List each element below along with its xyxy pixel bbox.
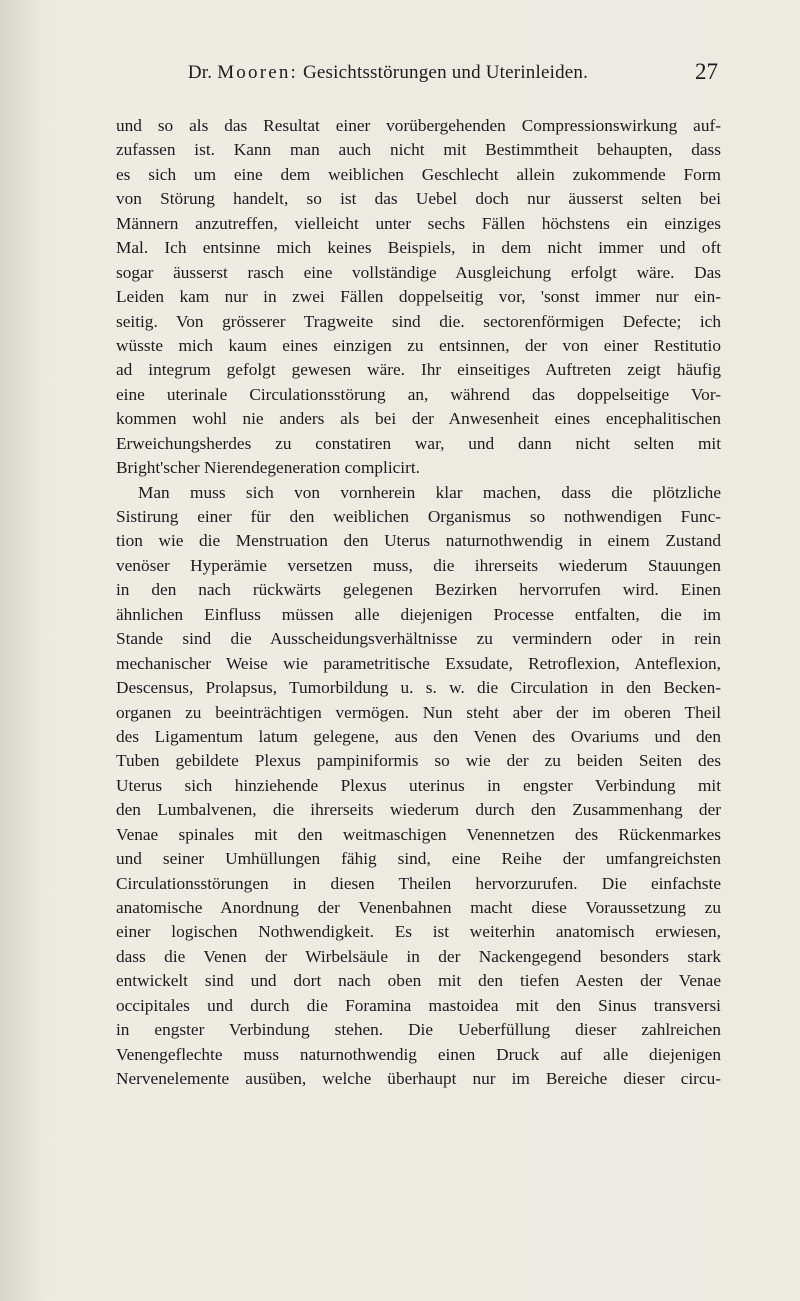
text-line: entwickelt sind und dort nach oben mit den tiefen Aesten der Venae [116, 971, 721, 991]
text-line: des Ligamentum latum gelegene, aus den Venen des Ovariums und den [116, 726, 721, 746]
text-line: Venae spinales mit den weitmaschigen Venennetzen des Rückenmarkes [116, 824, 721, 844]
text-line: und so als das Resultat einer vorübergehenden Compressionswirkung auf- [116, 116, 721, 135]
text-line: seitig. Von grösserer Tragweite sind die. sectorenförmigen Defecte; ich [116, 311, 721, 331]
text-line: kommen wohl nie anders als bei der Anwesenheit eines encephalitischen [116, 409, 721, 429]
text-line: Nervenelemente ausüben, welche überhaupt nur im Bereiche dieser circu- [116, 1069, 721, 1089]
text-line: anatomische Anordnung der Venenbahnen macht diese Voraussetzung zu [116, 898, 721, 917]
text-line: Sistirung einer für den weiblichen Organismus so nothwendigen Func- [116, 507, 721, 526]
text-line: Männern anzutreffen, vielleicht unter sechs Fällen höchstens ein einziges [116, 213, 721, 233]
text-line: organen zu beeinträchtigen vermögen. Nun steht aber der im oberen Theil [116, 702, 721, 722]
text-line: Stande sind die Ausscheidungsverhältnisse zu vermindern oder in rein [116, 629, 721, 649]
text-line: Uterus sich hinziehende Plexus uterinus in engster Verbindung mit [116, 775, 721, 795]
author-name: Mooren: [217, 62, 299, 83]
chapter-title: Gesichtsstörungen und Uterinleiden. [303, 62, 589, 83]
page-header [118, 59, 718, 92]
text-line: mechanischer Weise wie parametritische Exsudate, Retroflexion, Anteflexion, [116, 653, 721, 673]
text-line: wüsste mich kaum eines einzigen zu entsinnen, der von einer Restitutio [116, 335, 721, 355]
text-line: tion wie die Menstruation den Uterus naturnothwendig in einem Zustand [116, 531, 721, 551]
page-number: 27 [695, 59, 718, 84]
author-prefix: Dr. [187, 62, 213, 83]
text-line: von Störung handelt, so ist das Uebel doch nur äusserst selten bei [116, 189, 721, 209]
text-line: ähnlichen Einfluss müssen alle diejenigen Processe entfalten, die im [116, 604, 721, 624]
text-line: venöser Hyperämie versetzen muss, die ihrerseits wiederum Stauungen [116, 555, 721, 575]
text-line: eine uterinale Circulationsstörung an, während das doppelseitige Vor- [116, 384, 721, 404]
text-line: Erweichungsherdes zu constatiren war, und dann nicht selten mit [116, 433, 721, 453]
body-text [116, 114, 721, 1092]
text-line-paragraph-end: Bright'scher Nierendegeneration complicirt. [116, 458, 420, 478]
running-title [118, 62, 658, 84]
text-line: es sich um eine dem weiblichen Geschlecht allein zukommende Form [116, 164, 721, 184]
text-line: Descensus, Prolapsus, Tumorbildung u. s. w. die Circulation in den Becken- [116, 678, 721, 698]
text-line: in den nach rückwärts gelegenen Bezirken hervorrufen wird. Einen [116, 580, 721, 600]
text-line: Tuben gebildete Plexus pampiniformis so wie der zu beiden Seiten des [116, 751, 721, 771]
text-line: Venengeflechte muss naturnothwendig einen Druck auf alle diejenigen [116, 1044, 721, 1064]
text-line: zufassen ist. Kann man auch nicht mit Bestimmtheit behaupten, dass [116, 140, 721, 160]
text-line: den Lumbalvenen, die ihrerseits wiederum durch den Zusammenhang der [116, 800, 721, 820]
text-line: Leiden kam nur in zwei Fällen doppelseitig vor, 'sonst immer nur ein- [116, 287, 721, 307]
text-line: dass die Venen der Wirbelsäule in der Nackengegend besonders stark [116, 946, 721, 966]
text-line-paragraph-start: Man muss sich von vornherein klar machen, dass die plötzliche [138, 482, 721, 502]
text-line: einer logischen Nothwendigkeit. Es ist weiterhin anatomisch erwiesen, [116, 922, 721, 942]
text-line: Mal. Ich entsinne mich keines Beispiels, in dem nicht immer und oft [116, 238, 721, 258]
text-line: ad integrum gefolgt gewesen wäre. Ihr einseitiges Auftreten zeigt häufig [116, 360, 721, 380]
text-line: in engster Verbindung stehen. Die Ueberfüllung dieser zahlreichen [116, 1020, 721, 1040]
text-line: und seiner Umhüllungen fähig sind, eine Reihe der umfangreichsten [116, 849, 721, 869]
text-line: occipitales und durch die Foramina mastoidea mit den Sinus transversi [116, 995, 721, 1015]
text-line: sogar äusserst rasch eine vollständige Ausgleichung erfolgt wäre. Das [116, 262, 721, 282]
text-line: Circulationsstörungen in diesen Theilen hervorzurufen. Die einfachste [116, 873, 721, 893]
